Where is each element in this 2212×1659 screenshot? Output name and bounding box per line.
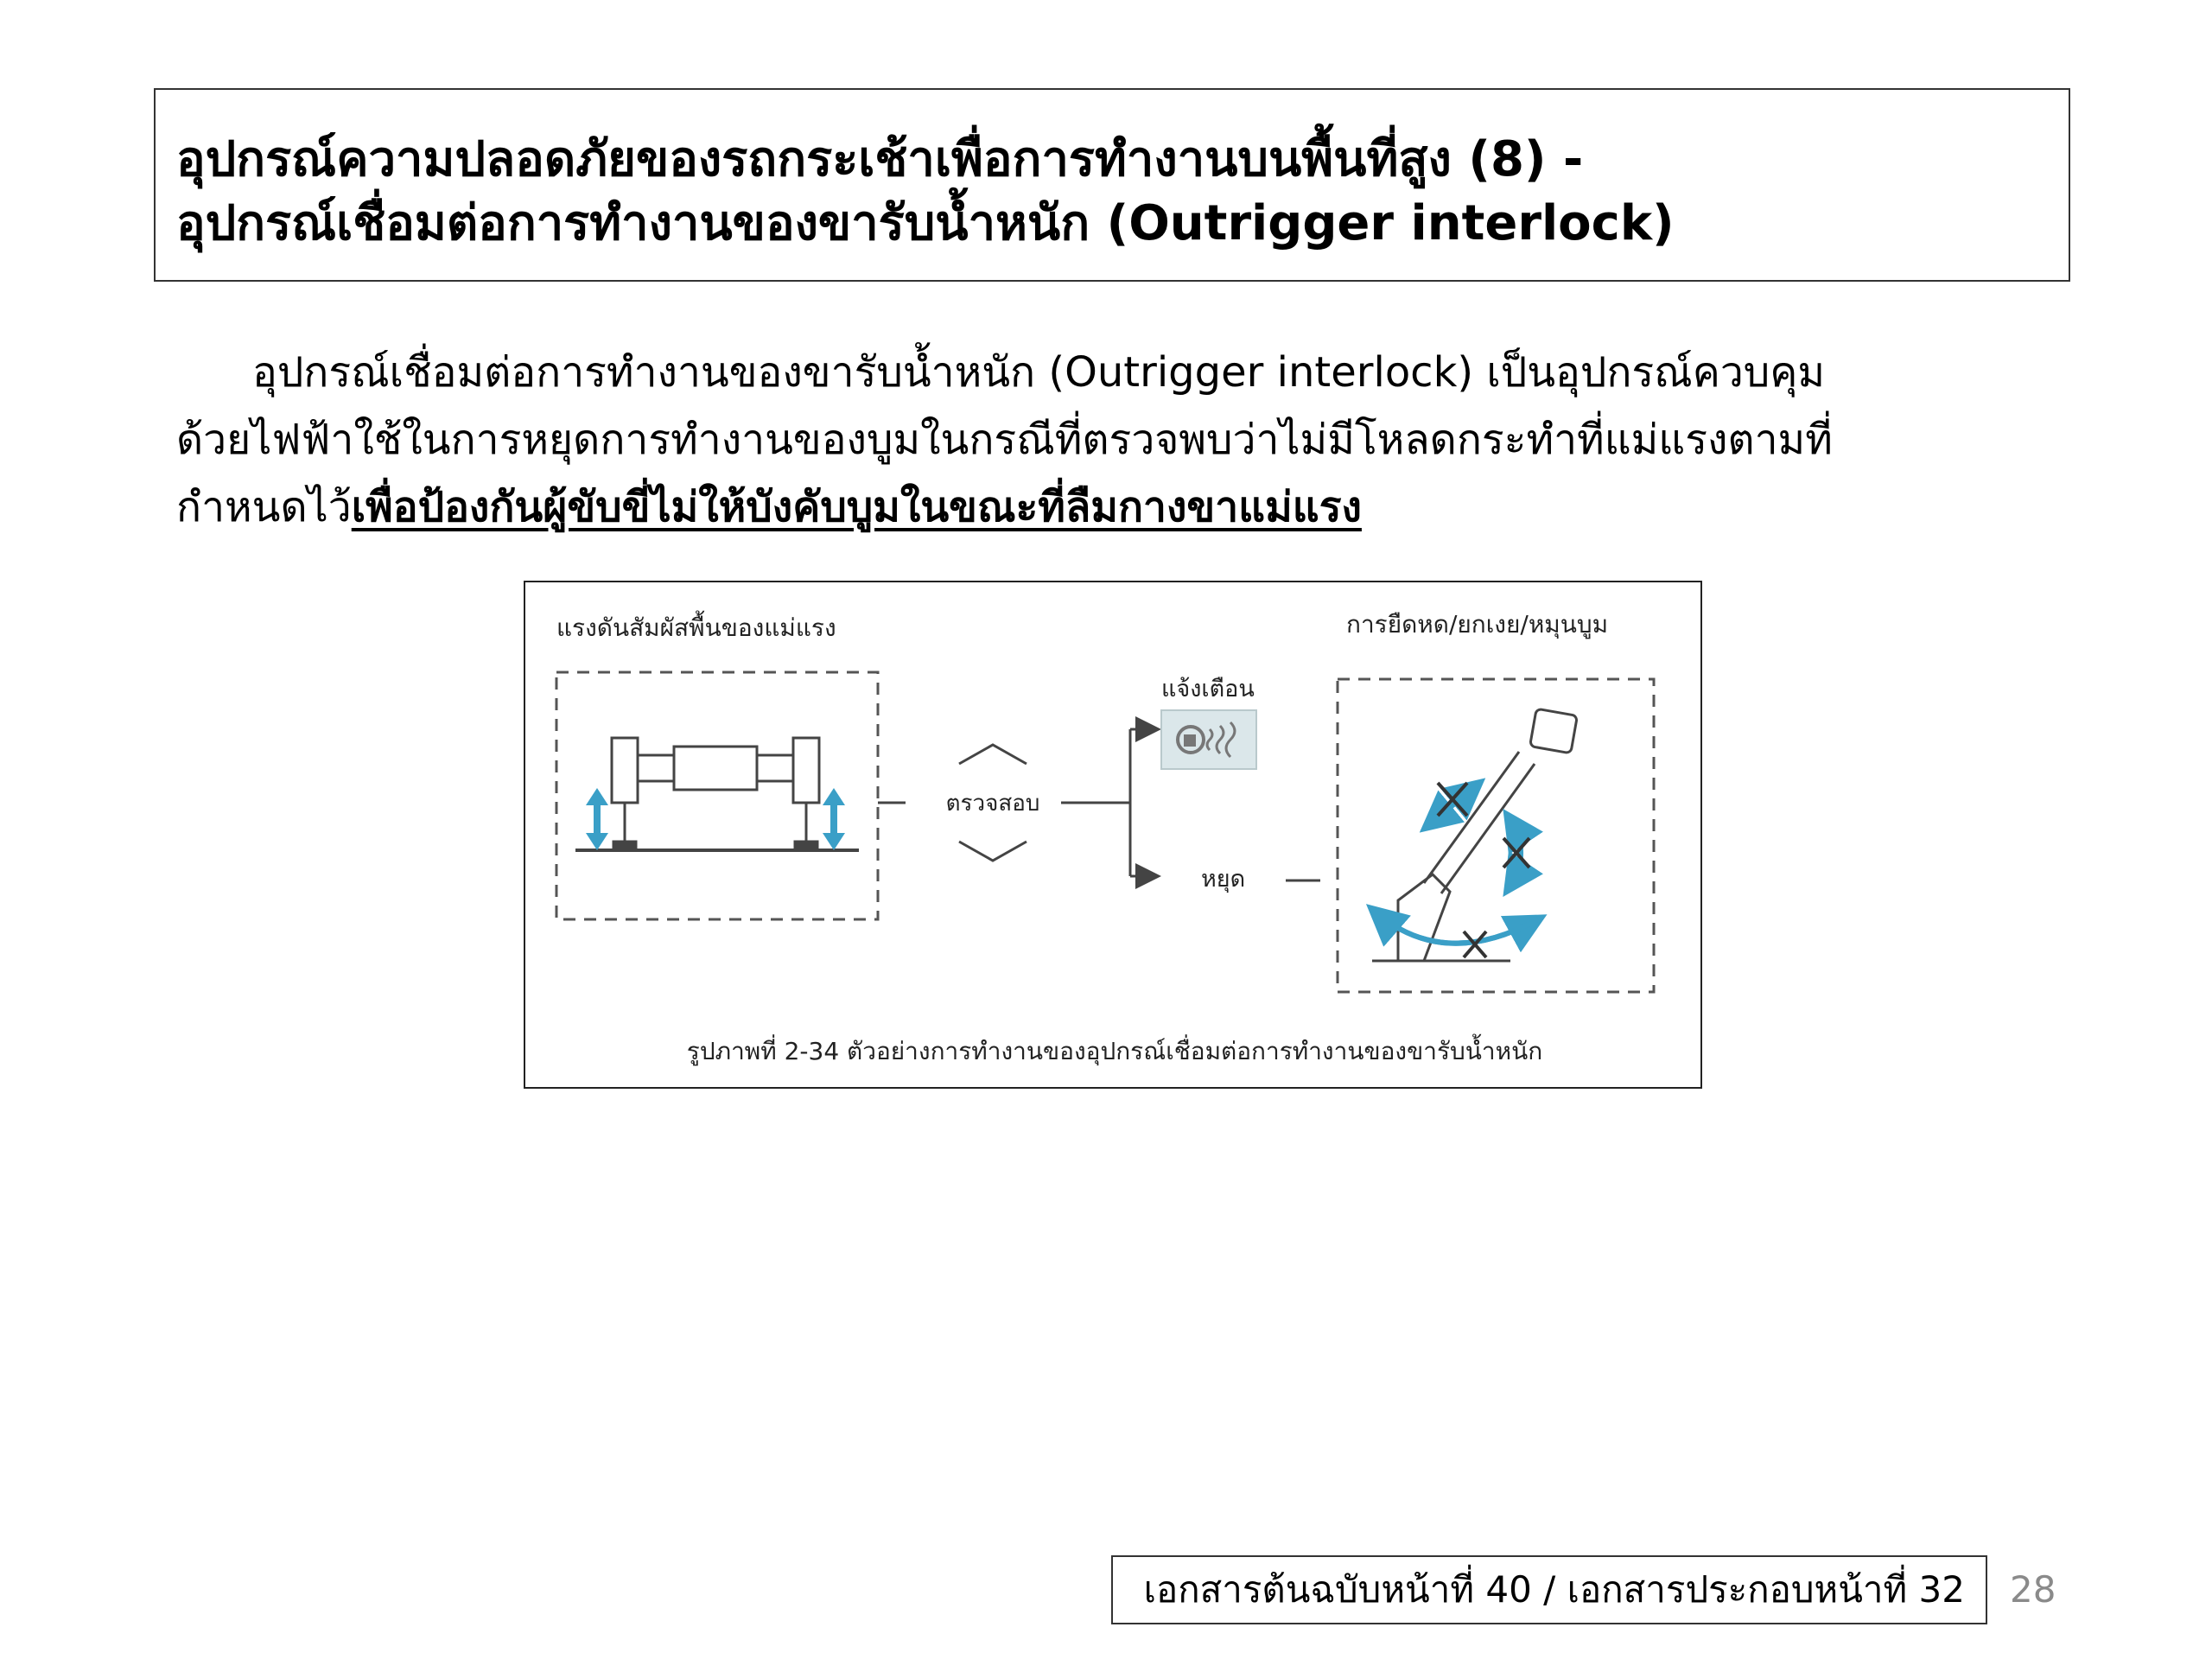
body-line-2: ด้วยไฟฟ้าใช้ในการหยุดการทำงานของบูมในกรณีที่ตรวจพบว่าไม่มีโหลดกระทำที่แม่แรงตามที่ xyxy=(176,416,1833,464)
label-warning: แจ้งเตือน xyxy=(1161,676,1255,702)
right-pressure-arrow-icon xyxy=(823,788,845,850)
footer-document-reference: เอกสารต้นฉบับหน้าที่ 40 / เอกสารประกอบหน้าที่ 32 xyxy=(1111,1555,1987,1624)
body-line-1: อุปกรณ์เชื่อมต่อการทำงานของขารับน้ำหนัก (Outrigger interlock) เป็นอุปกรณ์ควบคุม xyxy=(252,348,1825,397)
label-stop: หยุด xyxy=(1201,866,1246,893)
right-dashed-frame xyxy=(1338,679,1654,992)
label-boom-ops: การยืดหด/ยกเงย/หมุนบูม xyxy=(1346,610,1609,639)
label-check: ตรวจสอบ xyxy=(945,791,1040,817)
slide-title-line-2: อุปกรณ์เชื่อมต่อการทำงานของขารับน้ำหนัก (Outrigger interlock) xyxy=(176,195,1675,251)
body-line-3-emphasis: เพื่อป้องกันผู้ขับขี่ไม่ให้บังคับบูมในขณะที่ลืมกางขาแม่แรง xyxy=(351,483,1362,531)
outrigger-machine-icon xyxy=(575,738,859,850)
label-ground-pressure: แรงดันสัมผัสพื้นของแม่แรง xyxy=(556,613,836,642)
figure-diagram xyxy=(525,582,1704,1090)
left-pressure-arrow-icon xyxy=(586,788,608,850)
alarm-icon xyxy=(1161,710,1256,769)
body-line-3-plain: กำหนดไว้ xyxy=(176,483,352,531)
body-line-3 xyxy=(176,474,2060,541)
outrigger-interlock-figure xyxy=(524,581,1702,1089)
page-number: 28 xyxy=(2010,1568,2056,1611)
figure-caption: รูปภาพที่ 2-34 ตัวอย่างการทำงานของอุปกรณ์เชื่อมต่อการทำงานของขารับน้ำหนัก xyxy=(686,1037,1543,1065)
slide-title-line-1: อุปกรณ์ความปลอดภัยของรถกระเช้าเพื่อการทำงานบนพื้นที่สูง (8) - xyxy=(176,131,1584,188)
slide-title-box xyxy=(154,88,2070,282)
body-paragraph xyxy=(176,339,2060,541)
branch-connector xyxy=(1061,729,1156,876)
boom-lift-icon xyxy=(1372,709,1577,961)
